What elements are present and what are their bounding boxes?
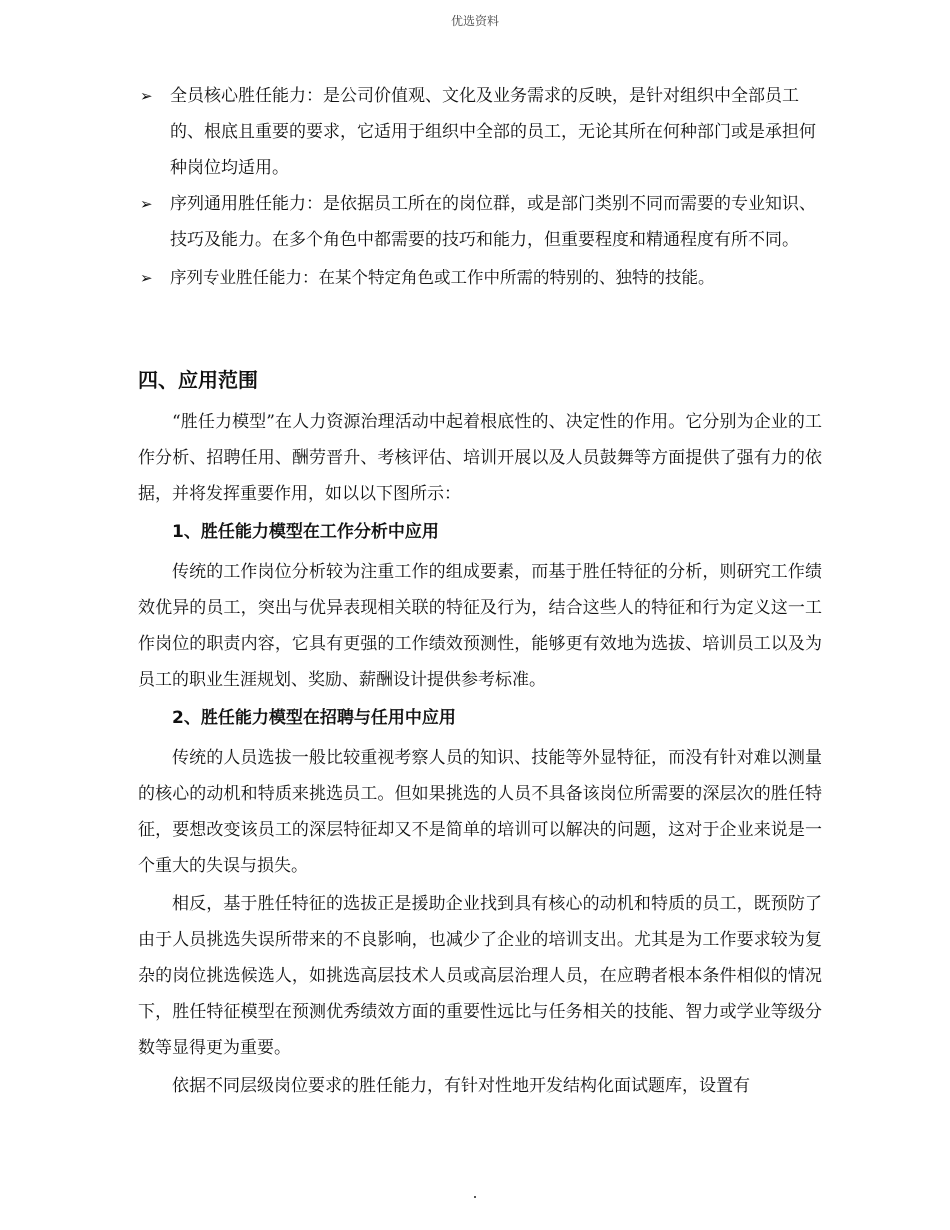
section-body [138, 404, 822, 1106]
paragraph-job-analysis: 传统的工作岗位分析较为注重工作的组成要素，而基于胜任特征的分析，则研究工作绩效优异的员工，突出与优异表现相关联的特征及行为，结合这些人的特征和行为定义这一工作岗位的职责内容，它具有更强的工作绩效预测性，能够更有效地为选拔、培训员工以及为员工的职业生涯规划、奖励、薪酬设计提供参考标准。 [138, 562, 822, 690]
paragraph-recruitment-3: 依据不同层级岗位要求的胜任能力，有针对性地开发结构化面试题库，设置有 [172, 1076, 750, 1096]
arrow-bullet-icon: ➢ [140, 269, 153, 287]
bullet-text: 序列通用胜任能力：是依据员工所在的岗位群，或是部门类别不同而需要的专业知识、技巧及能力。在多个角色中都需要的技巧和能力，但重要程度和精通程度有所不同。 [170, 194, 816, 250]
subheading-recruitment: 2、胜任能力模型在招聘与任用中应用 [172, 708, 456, 728]
paragraph-recruitment-2: 相反，基于胜任特征的选拔正是援助企业找到具有核心的动机和特质的员工，既预防了由于人员挑选失误所带来的不良影响，也减少了企业的培训支出。尤其是为工作要求较为复杂的岗位挑选候选人，如挑选高层技术人员或高层治理人员，在应聘者根本条件相似的情况下，胜任特征模型在预测优秀绩效方面的重要性远比与任务相关的技能、智力或学业等级分数等显得更为重要。 [138, 894, 822, 1058]
arrow-bullet-icon: ➢ [140, 195, 153, 213]
bullet-item-professional [140, 260, 820, 296]
bullet-text: 序列专业胜任能力：在某个特定角色或工作中所需的特别的、独特的技能。 [170, 268, 715, 287]
bullet-text: 全员核心胜任能力：是公司价值观、文化及业务需求的反映，是针对组织中全部员工的、根底且重要的要求，它适用于组织中全部的员工，无论其所在何种部门或是承担何种岗位均适用。 [170, 86, 816, 178]
arrow-bullet-icon: ➢ [140, 87, 153, 105]
paragraph-intro: “胜任力模型”在人力资源治理活动中起着根底性的、决定性的作用。它分别为企业的工作分析、招聘任用、酬劳晋升、考核评估、培训开展以及人员鼓舞等方面提供了强有力的依据，并将发挥重要作用，如以以下图所示： [138, 412, 822, 504]
page-header: 优选资料 [450, 14, 499, 28]
paragraph-recruitment-1: 传统的人员选拔一般比较重视考察人员的知识、技能等外显特征，而没有针对难以测量的核心的动机和特质来挑选员工。但如果挑选的人员不具备该岗位所需要的深层次的胜任特征，要想改变该员工的深层特征却又不是简单的培训可以解决的问题，这对于企业来说是一个重大的失误与损失。 [138, 748, 822, 876]
competency-bullet-list [140, 78, 820, 296]
footer-dot [474, 1196, 476, 1198]
bullet-item-core [140, 78, 820, 186]
bullet-item-general [140, 186, 820, 258]
subheading-job-analysis: 1、胜任能力模型在工作分析中应用 [172, 522, 439, 542]
section-title: 四、应用范围 [138, 368, 258, 392]
